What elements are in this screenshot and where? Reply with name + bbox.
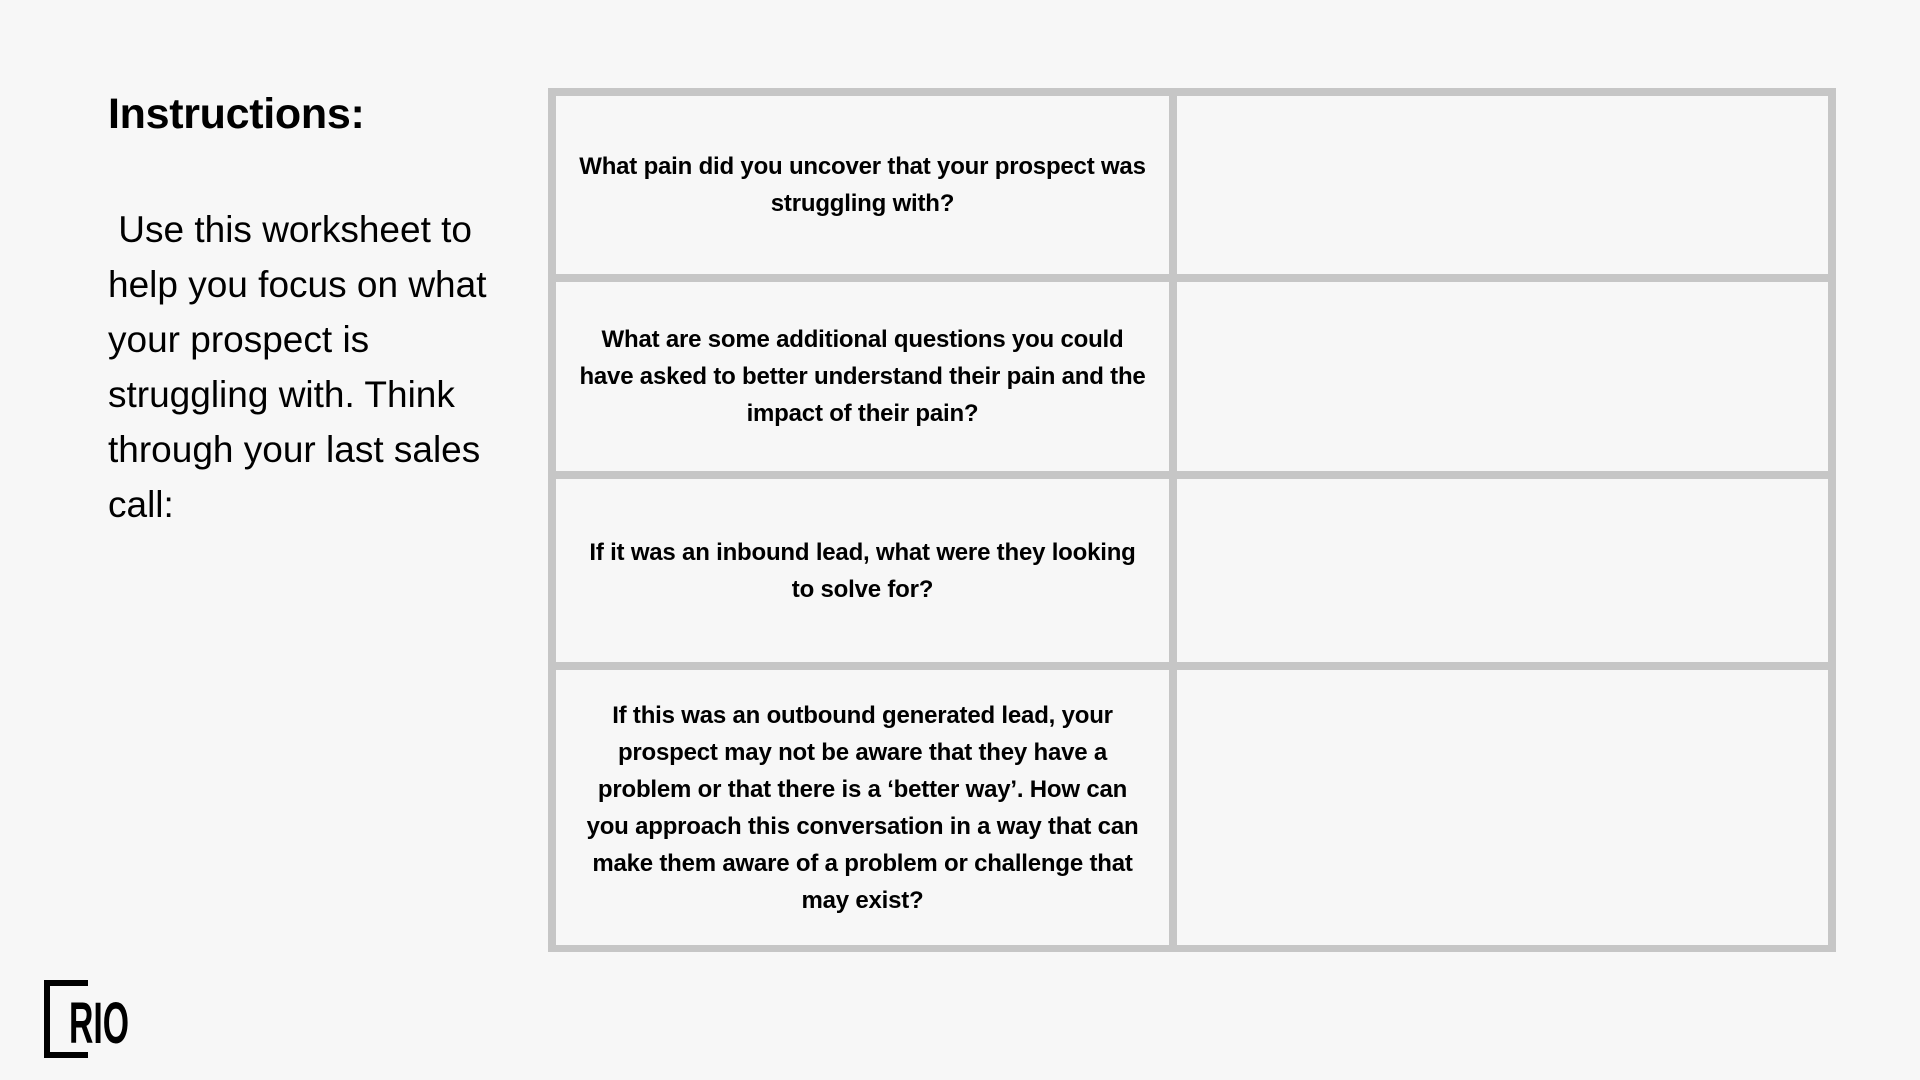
question-text: If this was an outbound generated lead, your prospect may not be aware that they have a problem or that there is a ‘better way’. How can you approach this conversation in a way that can make them aware of a problem or challenge that may exist?	[586, 701, 1139, 914]
instructions-title: Instructions:	[108, 90, 365, 138]
question-cell	[556, 479, 1169, 662]
worksheet-table	[548, 88, 1836, 952]
rio-logo	[44, 980, 132, 1058]
instructions-body: Use this worksheet to help you focus on what your prospect is struggling with. Think through your last sales call:	[108, 209, 497, 525]
rio-logo-mark	[44, 980, 132, 1058]
question-cell	[556, 282, 1169, 471]
question-cell	[556, 96, 1169, 274]
answer-cell[interactable]	[1177, 670, 1828, 945]
question-text: If it was an inbound lead, what were they looking to solve for?	[589, 538, 1136, 603]
answer-cell[interactable]	[1177, 96, 1828, 274]
answer-cell[interactable]	[1177, 479, 1828, 662]
logo-text: RIO	[69, 991, 129, 1056]
question-cell	[556, 670, 1169, 945]
question-text: What pain did you uncover that your prospect was struggling with?	[579, 153, 1146, 217]
question-text: What are some additional questions you could have asked to better understand their pain and the impact of their pain?	[579, 326, 1146, 427]
answer-cell[interactable]	[1177, 282, 1828, 471]
